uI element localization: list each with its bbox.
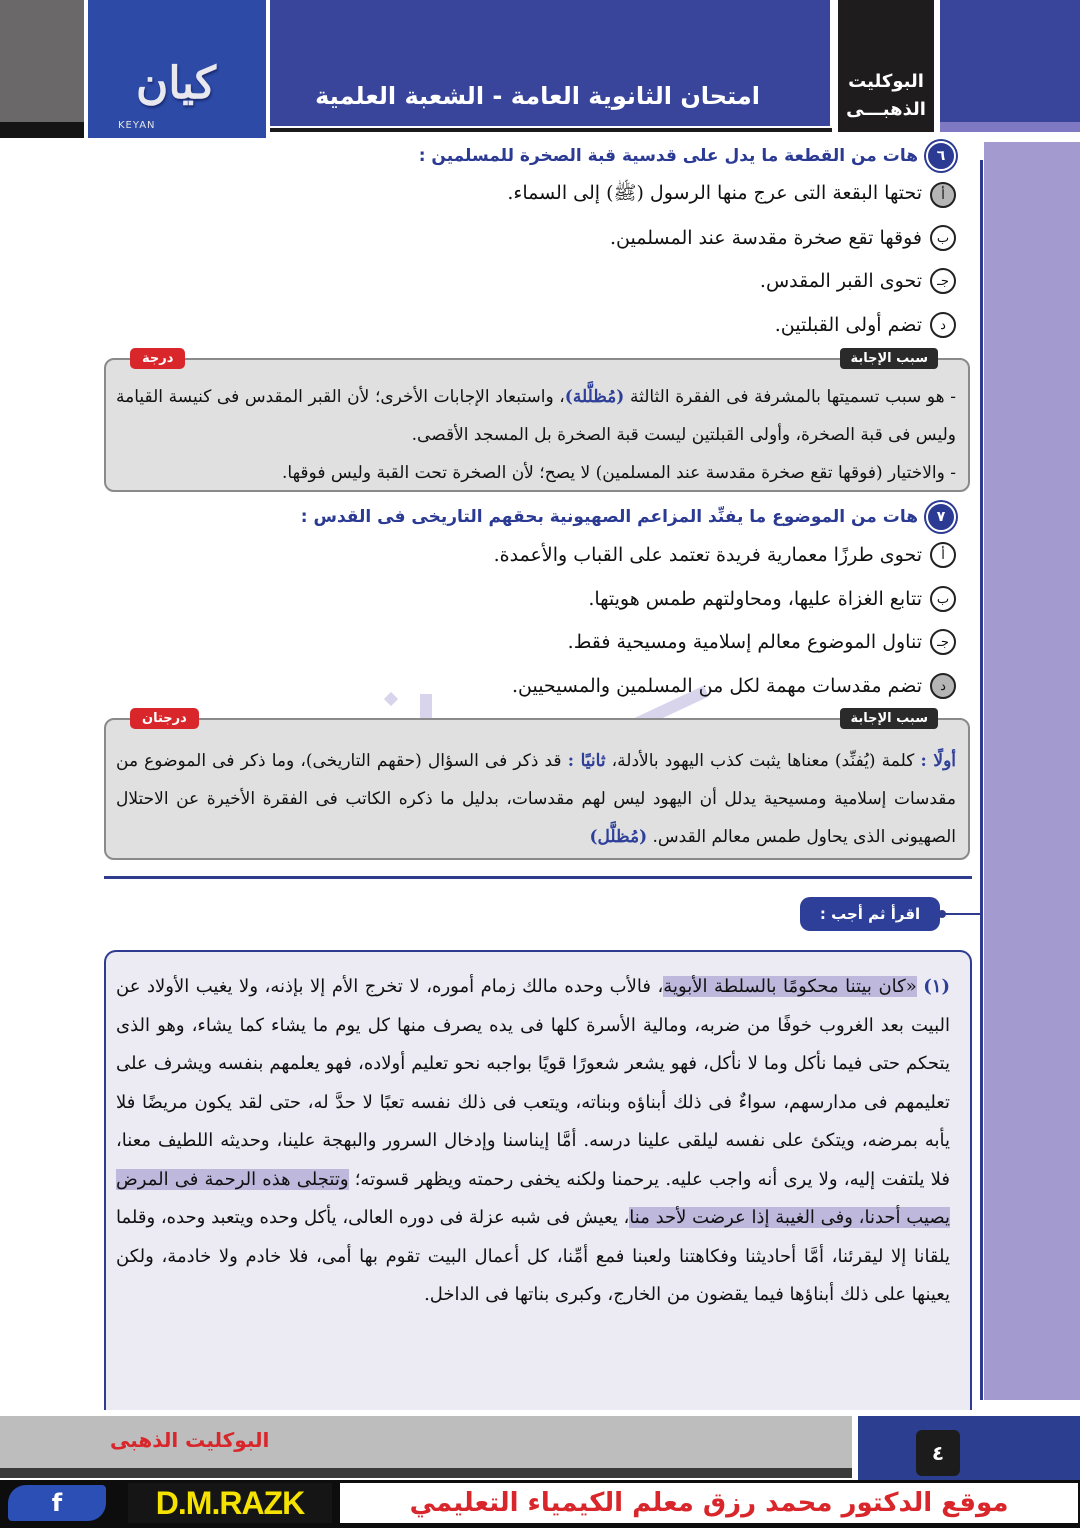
q6-answer-text — [116, 378, 956, 492]
publisher-logo — [88, 0, 266, 138]
option-letter-circle: ب — [930, 586, 956, 612]
q7-answer-box — [104, 718, 970, 860]
logo-wordmark: كيان — [136, 58, 216, 109]
option-letter-circle: د — [930, 312, 956, 338]
option-letter-circle: جـ — [930, 268, 956, 294]
reason-label: سبب الإجابة — [840, 348, 938, 369]
passage-number: (١) — [923, 976, 950, 997]
option-text: فوقها تقع صخرة مقدسة عند المسلمين. — [610, 227, 922, 249]
q7-option-c[interactable] — [568, 629, 956, 655]
series-line-2: الذهبـــى — [846, 99, 926, 120]
read-then-answer-label: اقرأ ثم أجب : — [800, 897, 940, 931]
header-right-block — [940, 0, 1080, 122]
answer-reference: (مُظلَّل) — [589, 827, 648, 847]
q7-option-a[interactable] — [494, 542, 956, 568]
brand-name: D.M.RAZK — [128, 1483, 332, 1523]
q7-option-d[interactable] — [512, 673, 956, 699]
reading-passage-text — [116, 968, 950, 1315]
series-badge — [838, 0, 934, 132]
answer-text-1: - هو سبب تسميتها بالمشرفة فى الفقرة الثالثة — [629, 387, 956, 407]
side-margin-band — [984, 142, 1080, 1400]
facebook-icon[interactable]: f — [8, 1485, 106, 1521]
header-title-block — [270, 0, 830, 126]
option-text: تضم أولى القبلتين. — [774, 314, 922, 336]
pill-connector — [940, 913, 982, 915]
answer-text-2: ، واستبعاد الإجابات الأخرى؛ لأن القبر المقدس فى كنيسة القيامة وليس فى قبة الصخرة، وأولى القبلتين ليست قبة الصخرة بل المسجد الأقصى. — [116, 387, 956, 445]
option-text: تناول الموضوع معالم إسلامية ومسيحية فقط. — [567, 631, 922, 653]
q6-answer-box — [104, 358, 970, 492]
q7-answer-text — [116, 742, 956, 856]
question-6-heading — [419, 141, 956, 171]
first-label: أولًا : — [920, 751, 957, 771]
grade-badge: درجتان — [130, 708, 199, 729]
first-text: كلمة (يُفنِّد) معناها يثبت كذب اليهود بالأدلة، — [605, 751, 921, 771]
second-text: قد ذكر فى السؤال (حقهم التاريخى)، وما ذكر فى الموضوع من مقدسات إسلامية ومسيحية يدلل أن اليهود ليس لهم مقدسات، بدليل ما ذكره الكاتب فى الفقرة الأخيرة عن الاحتلال الصهيونى الذى يحاول طمس معالم القدس. — [116, 751, 956, 847]
option-letter-circle: جـ — [930, 629, 956, 655]
question-number-badge: ٦ — [926, 141, 956, 171]
section-divider — [104, 876, 972, 879]
question-6-text: هات من القطعة ما يدل على قدسية قبة الصخرة للمسلمين : — [418, 146, 918, 166]
option-text: تحتها البقعة التى عرج منها الرسول (ﷺ) إلى السماء. — [507, 182, 922, 204]
answer-reference: (مُظلَّلة) — [564, 387, 625, 407]
option-letter-circle: ب — [930, 225, 956, 251]
option-letter-circle: أ — [930, 542, 956, 568]
highlighted-phrase: «كان بيتنا محكومًا بالسلطة الأبوية — [663, 976, 917, 997]
option-text: تحوى طرزًا معمارية فريدة تعتمد على القباب والأعمدة. — [493, 544, 922, 566]
option-letter-circle: د — [930, 673, 956, 699]
answer-text-3: - والاختيار (فوقها تقع صخرة مقدسة عند المسلمين) لا يصح؛ لأن الصخرة تحت القبة وليس فوقها. — [281, 463, 956, 483]
footer-dark-rule — [0, 1468, 852, 1478]
option-text: تتابع الغزاة عليها، ومحاولتهم طمس هويتها. — [588, 588, 922, 610]
page-number: ٤ — [916, 1430, 960, 1476]
q6-option-b[interactable] — [610, 225, 956, 251]
question-number-badge: ٧ — [926, 502, 956, 532]
question-7-text: هات من الموضوع ما يفنِّد المزاعم الصهيونية بحقهم التاريخى فى القدس : — [300, 507, 918, 527]
header-rule — [270, 128, 832, 132]
series-line-1: البوكليت — [848, 71, 924, 92]
site-text: موقع الدكتور محمد رزق معلم الكيمياء التعليمي — [340, 1483, 1078, 1523]
reason-label: سبب الإجابة — [840, 708, 938, 729]
watermark-banner — [0, 1480, 1080, 1528]
question-7-heading — [301, 502, 956, 532]
footer-book-name: البوكليت الذهبى — [110, 1428, 270, 1452]
grade-badge: درجة — [130, 348, 185, 369]
q6-option-a[interactable] — [507, 181, 956, 209]
header-gray-block — [0, 0, 84, 122]
q6-option-d[interactable] — [775, 312, 956, 338]
header-right-strip — [940, 122, 1080, 132]
header-dark-bar — [0, 122, 84, 138]
q6-option-c[interactable] — [760, 268, 956, 294]
option-text: تحوى القبر المقدس. — [759, 270, 922, 292]
option-letter-circle: أ — [930, 182, 956, 208]
footer-bar — [0, 1416, 852, 1468]
passage-text-1: ، فالأب وحده مالك زمام أموره، لا تخرج الأم إلا بإذنه، ولا يغيب الأولاد عن البيت بعد الغروب خوفًا من ضربه، ومالية الأسرة كلها فى يده يصرف منها كل يوم ما يشاء كما يشاء، وهو الذى يتحكم حتى فيما نأكل وما لا نأكل، فهو يشعر شعورًا قويًا بواجبه نحو تعليم أولاده، فهو يعلمهم بنفسه ويشرف على تعليمهم فى مدارسهم، سواءٌ فى ذلك أبناؤه وبناته، ويتعب فى ذلك نفسه تعبًا لا حدَّ له، حتى لقد يكون مريضًا فلا يأبه بمرضه، ويتكئ على نفسه ليلقى علينا درسه. أمَّا إيناسنا وإدخال السرور والبهجة علينا، وحديثه اللطيف معنا، فلا يلتفت إليه، ولا يرى أنه واجب عليه. يرحمنا ولكنه يخفى رحمته ويظهر قسوته؛ — [116, 976, 951, 1190]
second-label: ثانيًا : — [567, 751, 606, 771]
option-text: تضم مقدسات مهمة لكل من المسلمين والمسيحيين. — [511, 675, 922, 697]
page-title: امتحان الثانوية العامة - الشعبة العلمية — [315, 82, 760, 110]
q7-option-b[interactable] — [588, 586, 956, 612]
highlighted-phrase: وتتجلى هذه الرحمة فى المرض يصيب أحدنا، وفى الغيبة إذا عرضت لأحد منا — [116, 1168, 951, 1228]
side-margin-rule — [980, 160, 983, 1400]
logo-subtitle: KEYAN — [118, 120, 156, 131]
reading-passage-box — [104, 950, 972, 1410]
passage-text-2: ، يعيش فى شبه عزلة فى دوره العالى، يأكل وحده ويتعبد وحده، وقلما يلقانا إلا ليقرئنا، أمَّا أحاديثنا وفكاهتنا ولعبنا فمع أمِّنا، كل أعمال البيت تقوم بها أمى، فلا خادم ولا خادمة، ولكن يعينها على ذلك أبناؤها فيما يقضون من الخارج، وكبرى بناتها فى الداخل. — [116, 1207, 950, 1305]
